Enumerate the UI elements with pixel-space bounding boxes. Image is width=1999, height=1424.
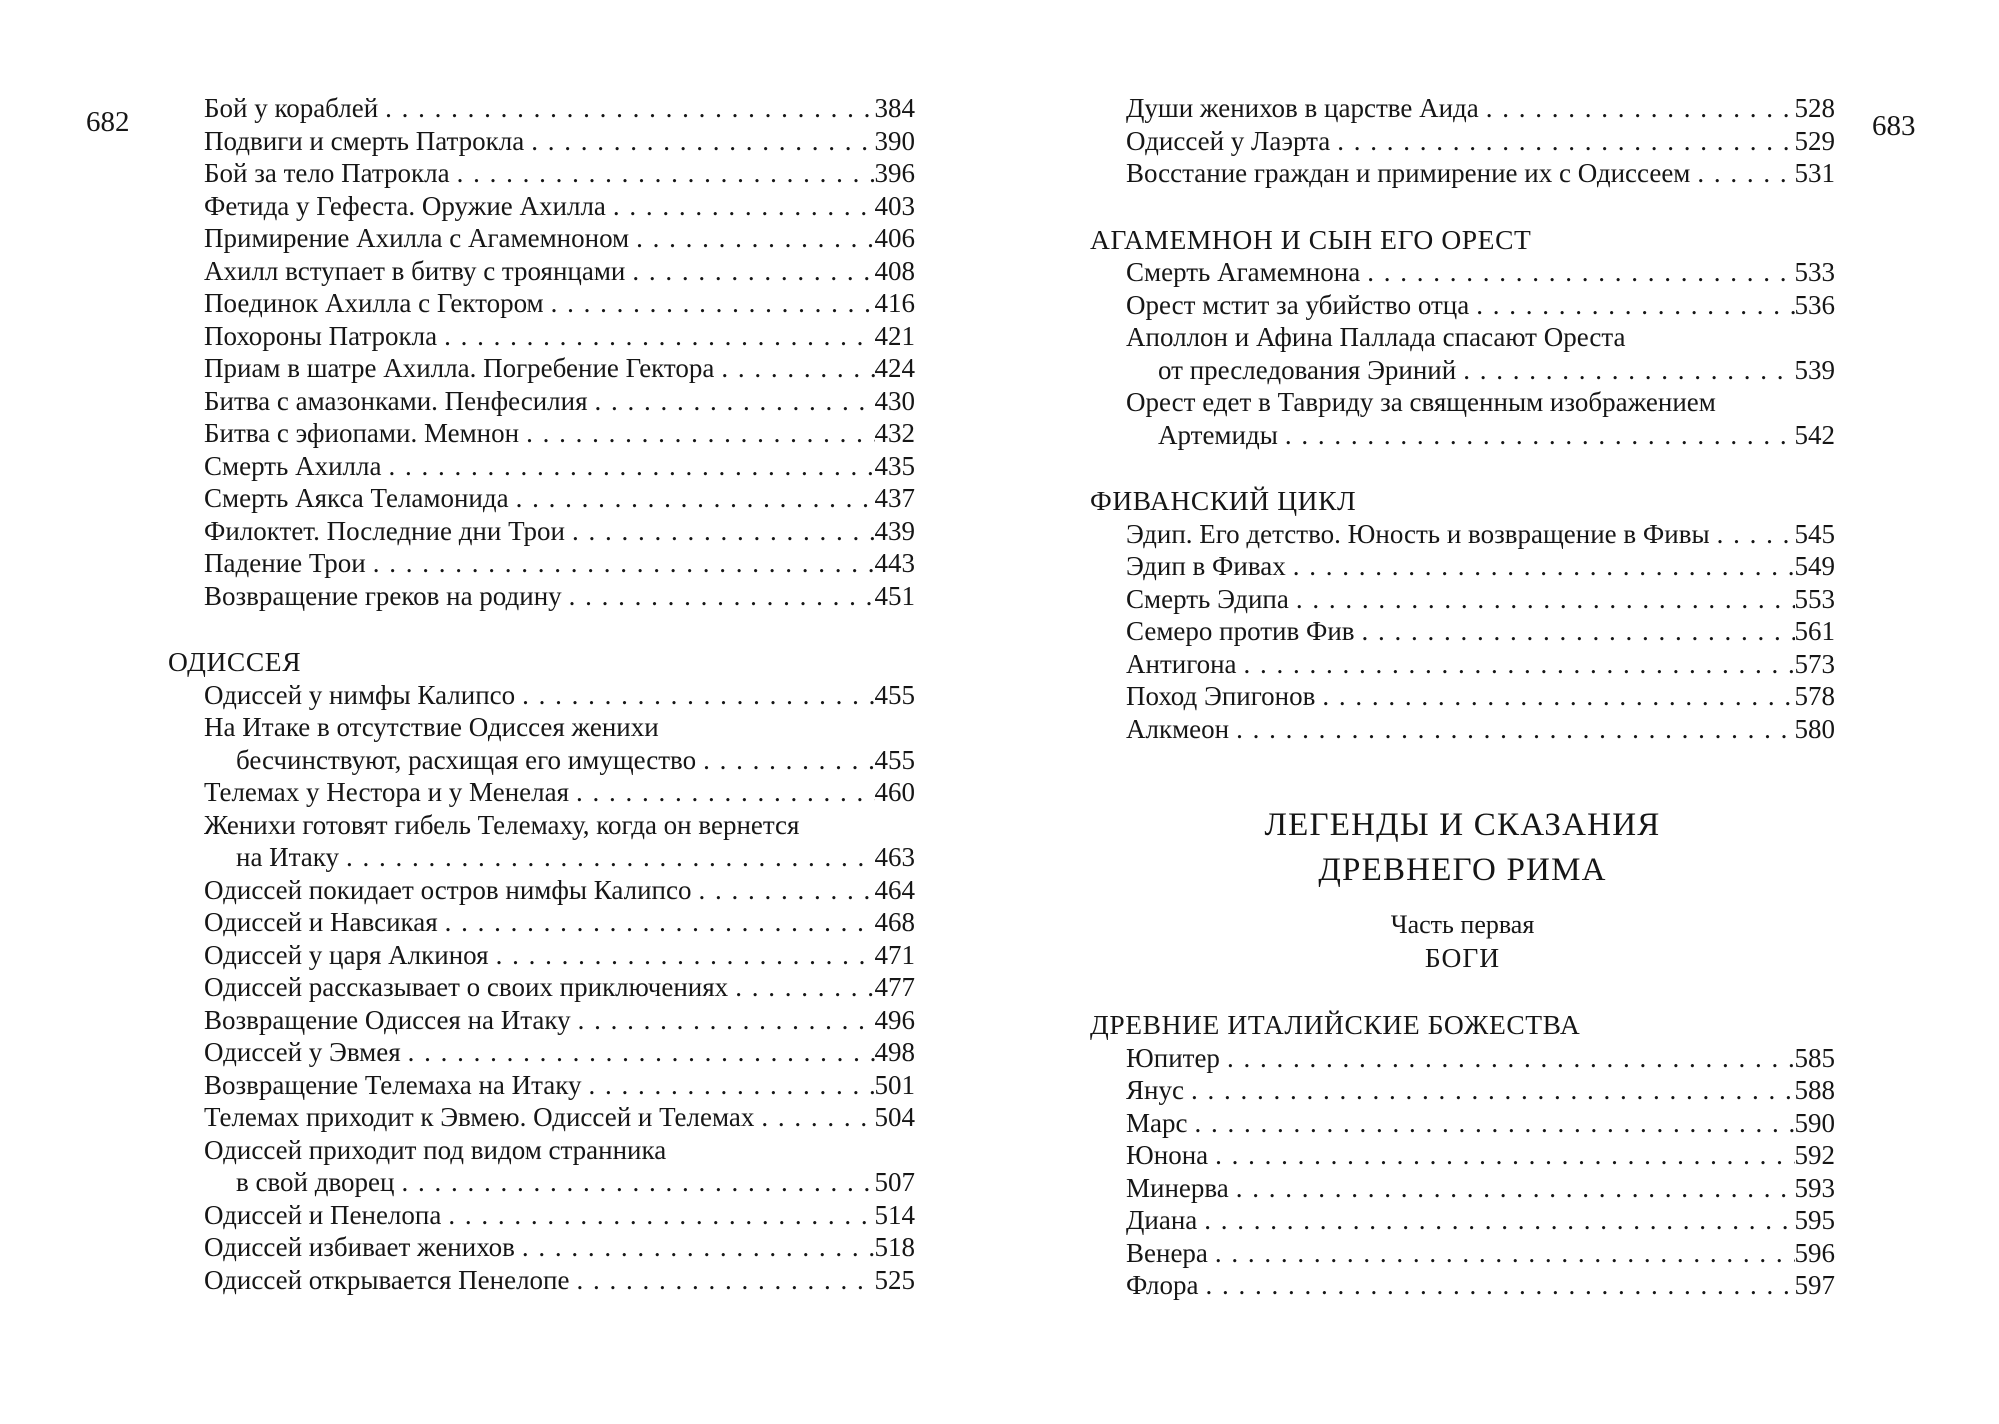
section-heading: АГАМЕМНОН И СЫН ЕГО ОРЕСТ xyxy=(1090,223,1532,255)
entry-page-number: 531 xyxy=(1794,158,1835,188)
toc-entry xyxy=(168,776,915,809)
entry-page-number: 597 xyxy=(1794,1270,1835,1300)
entry-page-number: 390 xyxy=(874,125,915,156)
entry-title: Венера xyxy=(1126,1237,1208,1268)
toc-entry xyxy=(1090,583,1835,616)
entry-page-number: 498 xyxy=(874,1037,915,1067)
entry-page-number: 590 xyxy=(1794,1107,1835,1138)
entry-title: от преследования Эриний xyxy=(1158,354,1457,385)
entry-page-number: 507 xyxy=(874,1167,915,1197)
toc-entry xyxy=(168,255,915,288)
entry-page-number: 578 xyxy=(1794,681,1835,711)
entry-title: Одиссей избивает женихов xyxy=(204,1232,515,1262)
toc-entry xyxy=(168,157,915,190)
entry-page-number: 406 xyxy=(874,223,915,253)
entry-page-number: 585 xyxy=(1794,1042,1835,1073)
part-title-line: ЛЕГЕНДЫ И СКАЗАНИЯ xyxy=(1264,807,1661,843)
entry-title: Телемах приходит к Эвмею. Одиссей и Телемах xyxy=(204,1102,755,1132)
section-heading: ДРЕВНИЕ ИТАЛИЙСКИЕ БОЖЕСТВА xyxy=(1090,1009,1581,1040)
entry-title: Одиссей рассказывает о своих приключениях xyxy=(204,972,729,1002)
entry-title: Флора xyxy=(1126,1270,1199,1300)
toc-entry xyxy=(168,547,915,580)
entry-page-number: 588 xyxy=(1794,1075,1835,1105)
entry-page-number: 496 xyxy=(874,1004,915,1035)
toc-entry xyxy=(168,320,915,353)
entry-title: Одиссей у царя Алкиноя xyxy=(204,939,489,970)
dot-leader xyxy=(544,287,875,320)
toc-entry xyxy=(168,1134,915,1167)
entry-page-number: 542 xyxy=(1794,419,1835,450)
entry-title: Одиссей у нимфы Калипсо xyxy=(204,679,516,710)
entry-title: Юнона xyxy=(1126,1140,1209,1170)
dot-leader xyxy=(1208,1139,1794,1172)
folio-number-left: 682 xyxy=(86,106,130,138)
toc-entry xyxy=(1090,419,1835,452)
dot-leader xyxy=(1229,713,1794,746)
dot-leader xyxy=(1355,615,1795,648)
dot-leader xyxy=(1315,680,1794,713)
entry-title: Смерть Агамемнона xyxy=(1126,257,1361,287)
entry-title: Одиссей у Лаэрта xyxy=(1126,125,1331,156)
entry-page-number: 501 xyxy=(874,1069,915,1100)
dot-leader xyxy=(1360,256,1794,289)
dot-leader xyxy=(1237,648,1795,681)
dot-leader xyxy=(1198,1269,1794,1302)
section-heading: ФИВАНСКИЙ ЦИКЛ xyxy=(1090,485,1357,516)
toc-section xyxy=(1090,485,1835,745)
dot-leader xyxy=(569,1264,874,1297)
toc-entry xyxy=(168,190,915,223)
dot-leader xyxy=(588,385,875,418)
entry-title: Битва с амазонками. Пенфесилия xyxy=(204,385,588,416)
toc-page-right xyxy=(1090,92,1835,1302)
entry-title: Подвиги и смерть Патрокла xyxy=(204,125,525,156)
toc-entry xyxy=(168,417,915,450)
toc-entry xyxy=(1090,1107,1835,1140)
toc-entry xyxy=(168,679,915,712)
entry-title: На Итаке в отсутствие Одиссея женихи xyxy=(204,712,659,742)
toc-entry xyxy=(168,841,915,874)
entry-page-number: 573 xyxy=(1794,648,1835,679)
entry-title: Смерть Аякса Теламонида xyxy=(204,483,509,513)
entry-page-number: 553 xyxy=(1794,583,1835,614)
dot-leader xyxy=(691,874,874,907)
entry-title: Приам в шатре Ахилла. Погребение Гектора xyxy=(204,353,715,383)
entry-page-number: 416 xyxy=(874,288,915,318)
toc-entry xyxy=(168,1231,915,1264)
part-subheading: БОГИ xyxy=(1424,942,1501,973)
entry-title: Восстание граждан и примирение их с Одиссеем xyxy=(1126,158,1691,188)
entry-page-number: 595 xyxy=(1794,1205,1835,1235)
entry-title: Филоктет. Последние дни Трои xyxy=(204,515,565,546)
toc-entry xyxy=(1090,289,1835,322)
toc-entry xyxy=(1090,354,1835,387)
dot-leader xyxy=(571,1004,875,1037)
entry-title: Ахилл вступает в битву с троянцами xyxy=(204,255,626,286)
toc-entry xyxy=(1090,713,1835,746)
part-title-line: ДРЕВНЕГО РИМА xyxy=(1318,852,1607,888)
entry-page-number: 533 xyxy=(1794,257,1835,287)
toc-entry xyxy=(168,1264,915,1297)
entry-page-number: 435 xyxy=(874,450,915,481)
toc-entry xyxy=(168,874,915,907)
dot-leader xyxy=(696,744,874,777)
entry-page-number: 525 xyxy=(874,1264,915,1295)
toc-entry xyxy=(1090,1269,1835,1302)
entry-title: Эдип. Его детство. Юность и возвращение в Фивы xyxy=(1126,518,1710,549)
toc-entry xyxy=(168,744,915,777)
toc-entry xyxy=(1090,321,1835,354)
dot-leader xyxy=(515,1231,875,1264)
entry-page-number: 539 xyxy=(1794,354,1835,385)
entry-page-number: 421 xyxy=(874,320,915,351)
dot-leader xyxy=(606,190,875,223)
toc-section xyxy=(1090,92,1835,190)
entry-page-number: 593 xyxy=(1794,1172,1835,1203)
dot-leader xyxy=(450,157,875,190)
entry-page-number: 528 xyxy=(1794,93,1835,123)
dot-leader xyxy=(1220,1042,1795,1075)
toc-entry xyxy=(168,385,915,418)
entry-page-number: 514 xyxy=(874,1199,915,1230)
entry-title: Артемиды xyxy=(1158,419,1278,450)
dot-leader xyxy=(562,580,875,613)
dot-leader xyxy=(728,971,874,1004)
toc-entry xyxy=(1090,92,1835,125)
entry-page-number: 561 xyxy=(1794,616,1835,646)
entry-page-number: 455 xyxy=(874,679,915,710)
dot-leader xyxy=(1479,92,1795,125)
entry-title: Возвращение Одиссея на Итаку xyxy=(204,1004,571,1035)
toc-entry xyxy=(1090,125,1835,158)
entry-page-number: 464 xyxy=(874,874,915,905)
toc-section xyxy=(168,92,915,612)
entry-title: Женихи готовят гибель Телемаху, когда он вернется xyxy=(204,809,800,840)
entry-page-number: 504 xyxy=(874,1102,915,1132)
entry-page-number: 518 xyxy=(874,1232,915,1262)
toc-entry xyxy=(168,1101,915,1134)
entry-title: Бой за тело Патрокла xyxy=(204,158,450,188)
entry-title: Одиссей приходит под видом странника xyxy=(204,1134,667,1165)
dot-leader xyxy=(1330,125,1794,158)
entry-page-number: 471 xyxy=(874,939,915,970)
entry-title: Семеро против Фив xyxy=(1126,616,1355,646)
dot-leader xyxy=(401,1036,875,1069)
entry-title: Души женихов в царстве Аида xyxy=(1126,93,1479,123)
toc-entry xyxy=(168,1166,915,1199)
entry-page-number: 430 xyxy=(874,385,915,416)
entry-page-number: 403 xyxy=(874,190,915,221)
dot-leader xyxy=(1208,1237,1795,1270)
entry-title: Битва с эфиопами. Мемнон xyxy=(204,418,520,448)
entry-title: Одиссей и Пенелопа xyxy=(204,1199,442,1230)
toc-section xyxy=(1090,1009,1835,1302)
entry-page-number: 396 xyxy=(874,158,915,188)
dot-leader xyxy=(569,776,874,809)
entry-title: Смерть Ахилла xyxy=(204,450,382,481)
dot-leader xyxy=(582,1069,875,1102)
entry-page-number: 468 xyxy=(874,907,915,937)
entry-title: Возвращение греков на родину xyxy=(204,580,562,611)
dot-leader xyxy=(754,1101,874,1134)
entry-title: Одиссей покидает остров нимфы Калипсо xyxy=(204,874,692,905)
toc-section xyxy=(1090,224,1835,452)
part-title xyxy=(1090,803,1835,975)
entry-title: Поединок Ахилла с Гектором xyxy=(204,288,544,318)
dot-leader xyxy=(381,450,874,483)
toc-entry xyxy=(1090,157,1835,190)
toc-entry xyxy=(1090,1074,1835,1107)
entry-page-number: 592 xyxy=(1794,1140,1835,1170)
entry-title: Аполлон и Афина Паллада спасают Ореста xyxy=(1126,322,1626,352)
toc-entry xyxy=(1090,1139,1835,1172)
toc-entry xyxy=(1090,1042,1835,1075)
dot-leader xyxy=(438,906,875,939)
dot-leader xyxy=(1469,289,1794,322)
entry-title: Антигона xyxy=(1126,648,1237,679)
toc-entry xyxy=(168,125,915,158)
toc-entry xyxy=(1090,550,1835,583)
toc-entry xyxy=(168,906,915,939)
toc-entry xyxy=(1090,386,1835,419)
entry-title: Одиссей у Эвмея xyxy=(204,1037,401,1067)
entry-page-number: 424 xyxy=(874,353,915,383)
dot-leader xyxy=(1690,157,1794,190)
entry-page-number: 536 xyxy=(1794,289,1835,320)
dot-leader xyxy=(394,1166,874,1199)
entry-page-number: 439 xyxy=(874,515,915,546)
toc-entry xyxy=(168,450,915,483)
entry-page-number: 549 xyxy=(1794,551,1835,581)
toc-entry xyxy=(1090,680,1835,713)
dot-leader xyxy=(625,255,874,288)
entry-title: Диана xyxy=(1126,1205,1198,1235)
toc-entry xyxy=(168,222,915,255)
dot-leader xyxy=(378,92,874,125)
toc-entry xyxy=(1090,1204,1835,1237)
entry-title: Эдип в Фивах xyxy=(1126,551,1286,581)
entry-page-number: 451 xyxy=(874,580,915,611)
entry-page-number: 384 xyxy=(874,93,915,123)
entry-page-number: 545 xyxy=(1794,518,1835,549)
dot-leader xyxy=(714,352,874,385)
toc-section xyxy=(168,646,915,1296)
dot-leader xyxy=(489,939,875,972)
entry-title: Возвращение Телемаха на Итаку xyxy=(204,1069,582,1100)
entry-title: Одиссей и Навсикая xyxy=(204,907,438,937)
entry-page-number: 596 xyxy=(1794,1237,1835,1268)
dot-leader xyxy=(1278,419,1795,452)
dot-leader xyxy=(1286,550,1795,583)
entry-page-number: 529 xyxy=(1794,125,1835,156)
entry-page-number: 463 xyxy=(874,842,915,872)
dot-leader xyxy=(515,679,874,712)
toc-entry xyxy=(1090,1172,1835,1205)
toc-entry xyxy=(1090,518,1835,551)
entry-title: в свой дворец xyxy=(236,1167,395,1197)
entry-title: Одиссей открывается Пенелопе xyxy=(204,1264,570,1295)
dot-leader xyxy=(1289,583,1795,616)
entry-page-number: 477 xyxy=(874,972,915,1002)
dot-leader xyxy=(437,320,874,353)
dot-leader xyxy=(1184,1074,1795,1107)
entry-title: Орест мстит за убийство отца xyxy=(1126,289,1470,320)
toc-entry xyxy=(168,1069,915,1102)
entry-title: Фетида у Гефеста. Оружие Ахилла xyxy=(204,190,606,221)
entry-title: на Итаку xyxy=(236,842,340,872)
toc-entry xyxy=(168,809,915,842)
folio-number-right: 683 xyxy=(1872,110,1916,142)
dot-leader xyxy=(441,1199,874,1232)
entry-title: Юпитер xyxy=(1126,1042,1220,1073)
dot-leader xyxy=(1710,518,1795,551)
entry-title: бесчинствуют, расхищая его имущество xyxy=(236,744,697,775)
dot-leader xyxy=(339,841,874,874)
dot-leader xyxy=(519,417,874,450)
section-heading: ОДИССЕЯ xyxy=(168,646,302,677)
entry-title: Марс xyxy=(1126,1107,1188,1138)
entry-title: Алкмеон xyxy=(1126,713,1230,744)
entry-title: Смерть Эдипа xyxy=(1126,583,1289,614)
entry-page-number: 580 xyxy=(1794,713,1835,744)
toc-entry xyxy=(168,515,915,548)
entry-title: Примирение Ахилла с Агамемноном xyxy=(204,223,630,253)
toc-entry xyxy=(1090,256,1835,289)
dot-leader xyxy=(629,222,874,255)
dot-leader xyxy=(509,482,875,515)
entry-title: Поход Эпигонов xyxy=(1126,681,1316,711)
entry-title: Похороны Патрокла xyxy=(204,320,438,351)
toc-entry xyxy=(168,1036,915,1069)
toc-entry xyxy=(168,482,915,515)
toc-page-left xyxy=(168,92,915,1296)
entry-title: Бой у кораблей xyxy=(204,93,379,123)
part-subtitle: Часть первая xyxy=(1390,910,1535,939)
entry-page-number: 432 xyxy=(874,418,915,448)
toc-entry xyxy=(168,1004,915,1037)
entry-title: Падение Трои xyxy=(204,548,366,578)
toc-entry xyxy=(168,352,915,385)
toc-entry xyxy=(168,939,915,972)
toc-entry xyxy=(168,92,915,125)
entry-page-number: 437 xyxy=(874,483,915,513)
dot-leader xyxy=(1456,354,1794,387)
dot-leader xyxy=(1229,1172,1795,1205)
dot-leader xyxy=(1197,1204,1794,1237)
entry-page-number: 443 xyxy=(874,548,915,578)
dot-leader xyxy=(1187,1107,1794,1140)
toc-entry xyxy=(168,287,915,320)
entry-page-number: 460 xyxy=(874,777,915,807)
dot-leader xyxy=(524,125,874,158)
entry-title: Минерва xyxy=(1126,1172,1229,1203)
dot-leader xyxy=(565,515,875,548)
toc-entry xyxy=(168,580,915,613)
toc-entry xyxy=(1090,615,1835,648)
toc-entry xyxy=(168,1199,915,1232)
toc-entry xyxy=(1090,1237,1835,1270)
toc-entry xyxy=(1090,648,1835,681)
toc-entry xyxy=(168,971,915,1004)
entry-title: Орест едет в Тавриду за священным изображением xyxy=(1126,387,1716,417)
toc-entry xyxy=(168,711,915,744)
entry-title: Янус xyxy=(1126,1075,1184,1105)
entry-page-number: 408 xyxy=(874,255,915,286)
dot-leader xyxy=(366,547,875,580)
entry-title: Телемах у Нестора и у Менелая xyxy=(204,777,570,807)
entry-page-number: 455 xyxy=(874,744,915,775)
